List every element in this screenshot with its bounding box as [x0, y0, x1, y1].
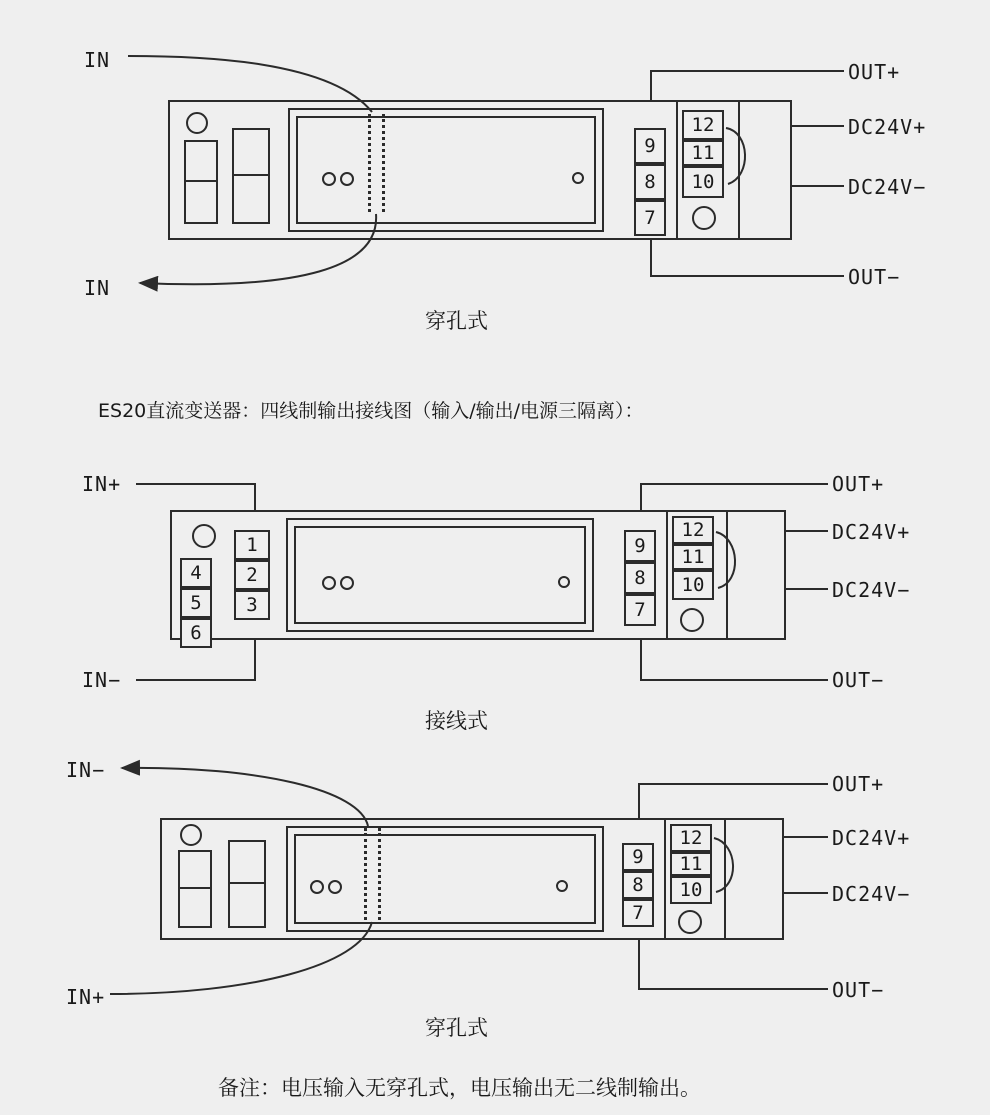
- mid-label-in-plus: IN+: [82, 472, 122, 496]
- bot-through-hole-dotted-right: [378, 828, 381, 920]
- top-label-dc24v-plus: DC24V+: [848, 115, 927, 139]
- mid-terminal-12: 12: [672, 516, 714, 544]
- mid-adjust-screw: [558, 576, 570, 588]
- mid-terminal-11: 11: [672, 544, 714, 570]
- bot-terminal-9: 9: [622, 843, 654, 871]
- bot-terminal-11: 11: [670, 852, 712, 876]
- mid-terminal-7: 7: [624, 594, 656, 626]
- top-terminal-8: 8: [634, 164, 666, 200]
- bot-terminal-7: 7: [622, 899, 654, 927]
- top-wire-out-minus: [800, 275, 844, 277]
- bot-wire-out-plus: [638, 783, 828, 785]
- top-label-in-1: IN: [84, 48, 111, 72]
- mid-terminal-10: 10: [672, 570, 714, 600]
- top-terminal-12: 12: [682, 110, 724, 140]
- bot-label-in-plus: IN+: [66, 985, 106, 1009]
- top-mounting-hole-left: [186, 112, 208, 134]
- top-terminal-7: 7: [634, 200, 666, 236]
- bot-caption: 穿孔式: [425, 1016, 488, 1040]
- mid-device-panel-inner: [294, 526, 586, 624]
- top-led-2: [340, 172, 354, 186]
- mid-led-1: [322, 576, 336, 590]
- top-mounting-hole-right: [692, 206, 716, 230]
- top-through-hole-dotted-left: [368, 114, 371, 212]
- mid-terminal-2: 2: [234, 560, 270, 590]
- bot-label-out-minus: OUT−: [832, 978, 885, 1002]
- top-wire-out-plus-top: [650, 70, 802, 72]
- mid-terminal-4: 4: [180, 558, 212, 588]
- top-terminal-9: 9: [634, 128, 666, 164]
- top-left-block-2a: [232, 128, 270, 176]
- mid-terminal-5: 5: [180, 588, 212, 618]
- bot-left-block-1a: [178, 850, 212, 889]
- top-label-out-minus: OUT−: [848, 265, 901, 289]
- mid-mounting-hole-right: [680, 608, 704, 632]
- bot-terminal-8: 8: [622, 871, 654, 899]
- top-wire-out-minus-bottom: [650, 275, 802, 277]
- mid-caption: 接线式: [425, 709, 488, 733]
- mid-wire-in-minus: [136, 679, 256, 681]
- bot-label-dc24v-plus: DC24V+: [832, 826, 911, 850]
- bot-label-in-minus: IN−: [66, 758, 106, 782]
- mid-mounting-hole-left: [192, 524, 216, 548]
- top-through-hole-dotted-right: [382, 114, 385, 212]
- mid-terminal-9: 9: [624, 530, 656, 562]
- mid-wire-out-minus: [640, 679, 828, 681]
- mid-label-out-plus: OUT+: [832, 472, 885, 496]
- bot-adjust-screw: [556, 880, 568, 892]
- section-heading: ES20直流变送器：四线制输出接线图（输入/输出/电源三隔离）：: [98, 400, 644, 422]
- mid-label-out-minus: OUT−: [832, 668, 885, 692]
- mid-terminal-1: 1: [234, 530, 270, 560]
- bot-mounting-hole-right: [678, 910, 702, 934]
- mid-wire-in-plus: [136, 483, 256, 485]
- bot-left-block-2a: [228, 840, 266, 884]
- mid-label-dc24v-plus: DC24V+: [832, 520, 911, 544]
- mid-label-in-minus: IN−: [82, 668, 122, 692]
- mid-terminal-8: 8: [624, 562, 656, 594]
- mid-terminal-6: 6: [180, 618, 212, 648]
- bot-label-out-plus: OUT+: [832, 772, 885, 796]
- top-adjust-screw: [572, 172, 584, 184]
- top-terminal-11: 11: [682, 140, 724, 166]
- top-led-1: [322, 172, 336, 186]
- bot-wire-out-minus: [638, 988, 828, 990]
- top-terminal-10: 10: [682, 166, 724, 198]
- bot-label-dc24v-minus: DC24V−: [832, 882, 911, 906]
- bot-terminal-10: 10: [670, 876, 712, 904]
- mid-wire-out-plus: [640, 483, 828, 485]
- mid-terminal-3: 3: [234, 590, 270, 620]
- bot-device-panel-inner: [294, 834, 596, 924]
- top-caption: 穿孔式: [425, 309, 488, 333]
- top-wire-out-plus: [800, 70, 844, 72]
- bot-terminal-12: 12: [670, 824, 712, 852]
- bot-led-2: [328, 880, 342, 894]
- mid-label-dc24v-minus: DC24V−: [832, 578, 911, 602]
- bot-mounting-hole-left: [180, 824, 202, 846]
- top-left-block-1a: [184, 140, 218, 182]
- bot-through-hole-dotted-left: [364, 828, 367, 920]
- top-label-dc24v-minus: DC24V−: [848, 175, 927, 199]
- footer-note: 备注：电压输入无穿孔式，电压输出无二线制输出。: [218, 1076, 701, 1100]
- mid-led-2: [340, 576, 354, 590]
- top-label-out-plus: OUT+: [848, 60, 901, 84]
- bot-led-1: [310, 880, 324, 894]
- top-label-in-2: IN: [84, 276, 111, 300]
- top-device-panel-inner: [296, 116, 596, 224]
